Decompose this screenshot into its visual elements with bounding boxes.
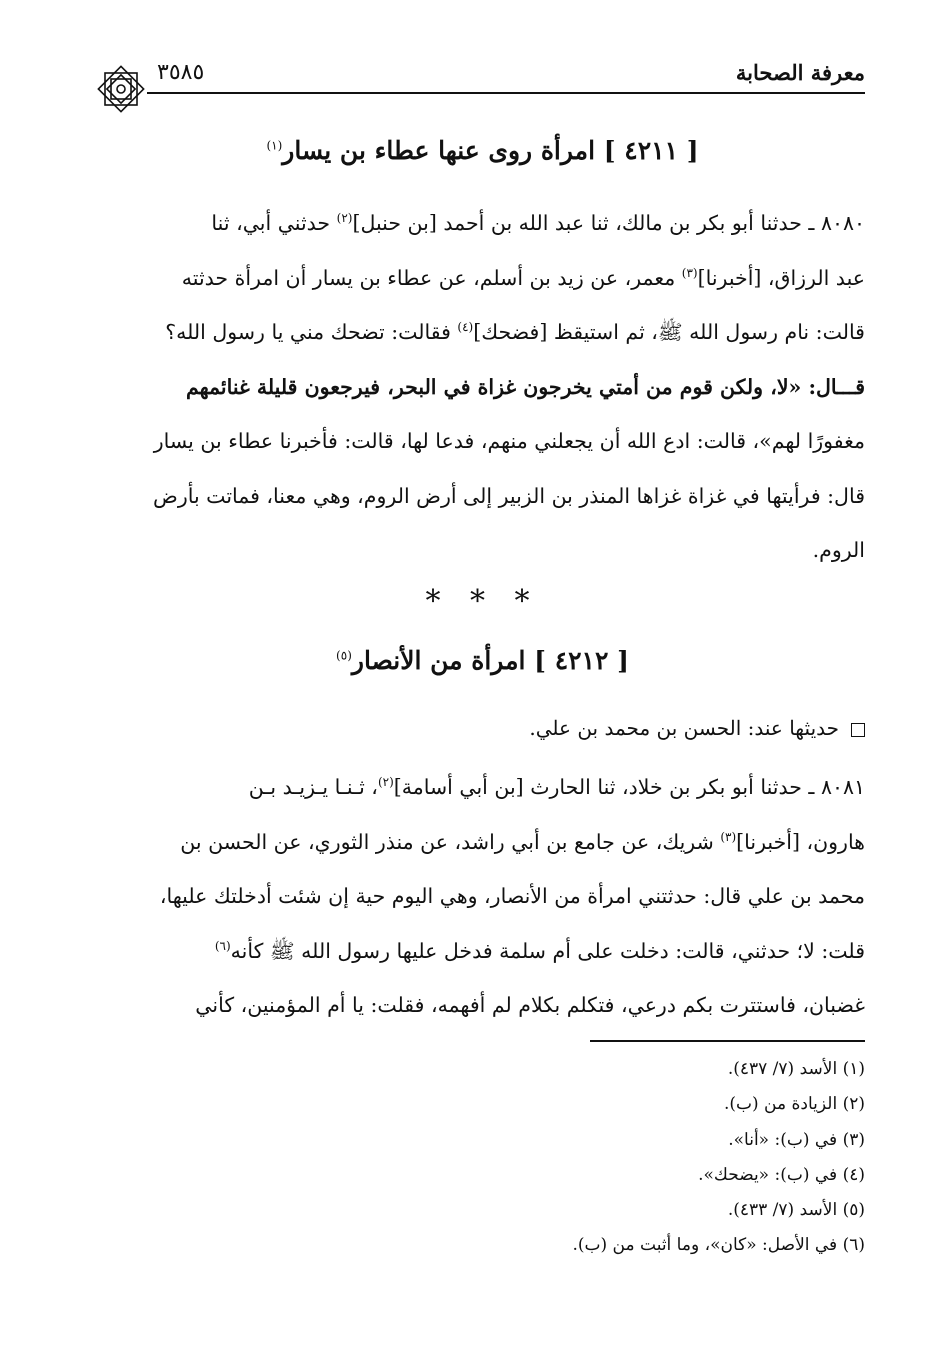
footnote-ref: (٢) xyxy=(336,211,353,226)
footnote-rule xyxy=(590,1040,865,1042)
text-line: قال: فرأيتها في غزاة غزاها المنذر بن الزبير إلى أرض الروم، وهي معنا، فماتت بأرض xyxy=(153,483,865,508)
footnote-item: (٥) الأسد (٧/ ٤٣٣). xyxy=(727,1200,865,1221)
hadith-source-line xyxy=(100,716,865,740)
footnote-item: (١) الأسد (٧/ ٤٣٧). xyxy=(727,1059,865,1079)
text-line: الروم. xyxy=(812,538,865,562)
section-separator: * * * xyxy=(425,584,540,619)
header-rule xyxy=(147,92,865,94)
page-header xyxy=(95,52,865,98)
text-line: ٨٠٨١ ـ حدثنا أبو بكر بن خلاد، ثنا الحارث [بن أبي أسامة]$^{(٢)}$، ثـنـا يـزيـد بـن xyxy=(248,775,865,799)
entry-number: [ ٤٢١١ ] xyxy=(603,136,699,165)
entry-number: [ ٤٢١٢ ] xyxy=(534,646,629,675)
entry-title-4211 xyxy=(100,136,865,165)
text-line: قلت: لا؛ حدثني، قالت: دخلت على أم سلمة فدخل عليها رسول الله ﷺ كأنه$^{(٦)}$ xyxy=(214,938,865,963)
text-line: قـــال: «لا، ولكن قوم من أمتي يخرجون غزاة في البحر، فيرجعون قليلة غنائمهم xyxy=(185,374,865,399)
footnote-item: (٣) في (ب): «أنا». xyxy=(728,1129,865,1150)
footnote-ref: (١) xyxy=(266,138,283,153)
text-line: مغفورًا لهم»، قالت: ادع الله أن يجعلني منهم، فدعا لها، قالت: فأخبرنا عطاء بن يسار xyxy=(153,429,865,453)
hadith-text-8080 xyxy=(100,196,865,578)
footnote-ref: (٣) xyxy=(681,265,698,280)
book-title: معرفة الصحابة xyxy=(735,60,865,85)
footnote-item: (٦) في الأصل: «كان»، وما أثبت من (ب). xyxy=(572,1235,865,1256)
text-line: قالت: نام رسول الله ﷺ، ثم استيقظ [فضحك]$^{(٤)}$ فقالت: تضحك مني يا رسول الله؟ xyxy=(165,320,865,344)
page-number: ٣٥٨٥ xyxy=(157,60,205,85)
text-line: عبد الرزاق، [أخبرنا]$^{(٣)}$ معمر، عن زيد بن أسلم، عن عطاء بن يسار أن امرأة حدثته xyxy=(181,265,865,290)
text-line: ٨٠٨٠ ـ حدثنا أبو بكر بن مالك، ثنا عبد الله بن أحمد [بن حنبل]$^{(٢)}$ حدثني أبي، ثنا xyxy=(211,211,865,235)
text-line: محمد بن علي قال: حدثتني امرأة من الأنصار، وهي اليوم حية إن شئت أدخلتك عليها، xyxy=(159,884,865,908)
footnote-ref: (٥) xyxy=(336,648,352,663)
footnote-ref: (٢) xyxy=(377,775,394,790)
hadith-text-8081 xyxy=(100,760,865,1033)
entry-name: امرأة من الأنصار xyxy=(351,646,526,675)
text-line: غضبان، فاستترت بكم درعي، فتكلم بكلام لم أفهمه، فقلت: يا أم المؤمنين، كأني xyxy=(195,993,865,1017)
entry-title-4212 xyxy=(100,646,865,675)
hadith-source-label: حديثها عند: الحسن بن محمد بن علي. xyxy=(529,716,839,740)
footnote-ref: (٦) xyxy=(214,938,231,953)
square-bullet-icon xyxy=(851,723,865,737)
footnotes xyxy=(380,1052,865,1264)
text-line: هارون، [أخبرنا]$^{(٣)}$ شريك، عن جامع بن أبي راشد، عن منذر الثوري، عن الحسن بن xyxy=(180,829,865,854)
footnote-ref: (٤) xyxy=(457,320,474,335)
entry-name: امرأة روى عنها عطاء بن يسار xyxy=(282,136,596,165)
footnote-item: (٢) الزيادة من (ب). xyxy=(723,1094,865,1115)
footnote-ref: (٣) xyxy=(720,829,737,844)
footnote-item: (٤) في (ب): «يضحك». xyxy=(698,1164,865,1185)
octagram-ornament-icon xyxy=(95,63,147,115)
